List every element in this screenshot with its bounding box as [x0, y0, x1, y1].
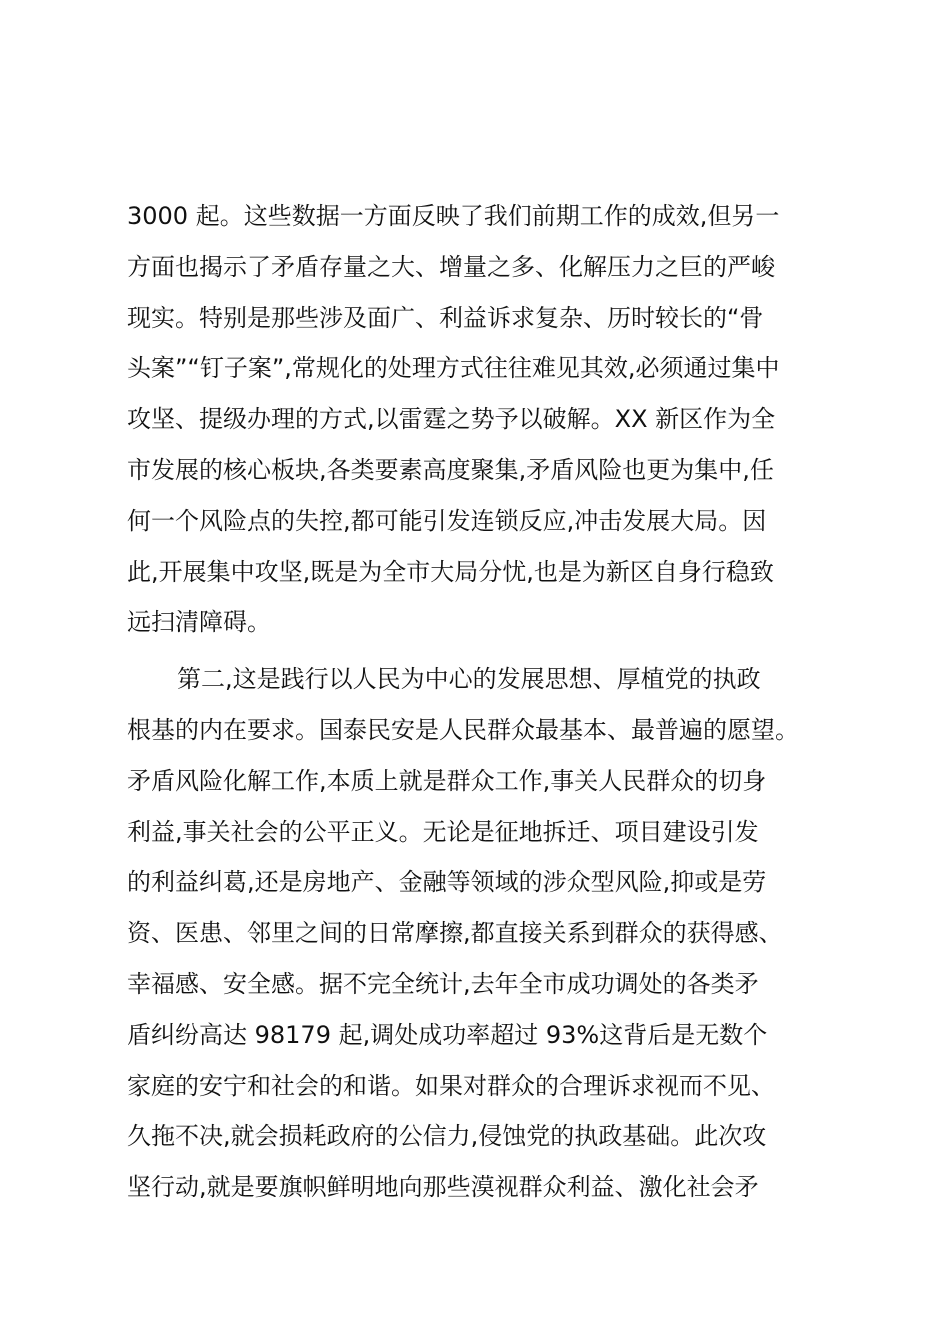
text-line: 攻坚、提级办理的方式,以雷霆之势予以破解。XX 新区作为全 [127, 405, 776, 434]
text-line: 市发展的核心板块,各类要素高度聚集,矛盾风险也更为集中,任 [127, 455, 774, 484]
text-line: 家庭的安宁和社会的和谐。如果对群众的合理诉求视而不见、 [127, 1071, 775, 1100]
text-line: 久拖不决,就会损耗政府的公信力,侵蚀党的执政基础。此次攻 [127, 1122, 767, 1151]
paragraph-1 [127, 191, 847, 648]
text-line: 方面也揭示了矛盾存量之大、增量之多、化解压力之巨的严峻 [127, 252, 775, 281]
text-line: 远扫清障碍。 [127, 608, 271, 637]
text-line: 资、医患、邻里之间的日常摩擦,都直接关系到群众的获得感、 [127, 919, 783, 948]
text-line: 的利益纠葛,还是房地产、金融等领域的涉众型风险,抑或是劳 [127, 868, 767, 897]
text-line: 现实。特别是那些涉及面广、利益诉求复杂、历时较长的“骨 [127, 303, 764, 332]
text-line: 根基的内在要求。国泰民安是人民群众最基本、最普遍的愿望。 [127, 715, 799, 744]
text-line: 坚行动,就是要旗帜鲜明地向那些漠视群众利益、激化社会矛 [127, 1173, 759, 1202]
text-line: 何一个风险点的失控,都可能引发连锁反应,冲击发展大局。因 [127, 506, 767, 535]
text-line: 利益,事关社会的公平正义。无论是征地拆迁、项目建设引发 [127, 817, 759, 846]
document-body [127, 191, 847, 1213]
text-line: 矛盾风险化解工作,本质上就是群众工作,事关人民群众的切身 [127, 766, 767, 795]
text-line: 盾纠纷高达 98179 起,调处成功率超过 93%这背后是无数个 [127, 1020, 768, 1049]
paragraph-2 [127, 654, 847, 1213]
text-line: 3000 起。这些数据一方面反映了我们前期工作的成效,但另一 [127, 202, 780, 230]
text-line: 头案”“钉子案”,常规化的处理方式往往难见其效,必须通过集中 [127, 354, 780, 383]
text-line: 幸福感、安全感。据不完全统计,去年全市成功调处的各类矛 [127, 969, 759, 998]
text-line: 此,开展集中攻坚,既是为全市大局分忧,也是为新区自身行稳致 [127, 557, 774, 586]
text-line-indented: 第二,这是践行以人民为中心的发展思想、厚植党的执政 [177, 665, 761, 694]
